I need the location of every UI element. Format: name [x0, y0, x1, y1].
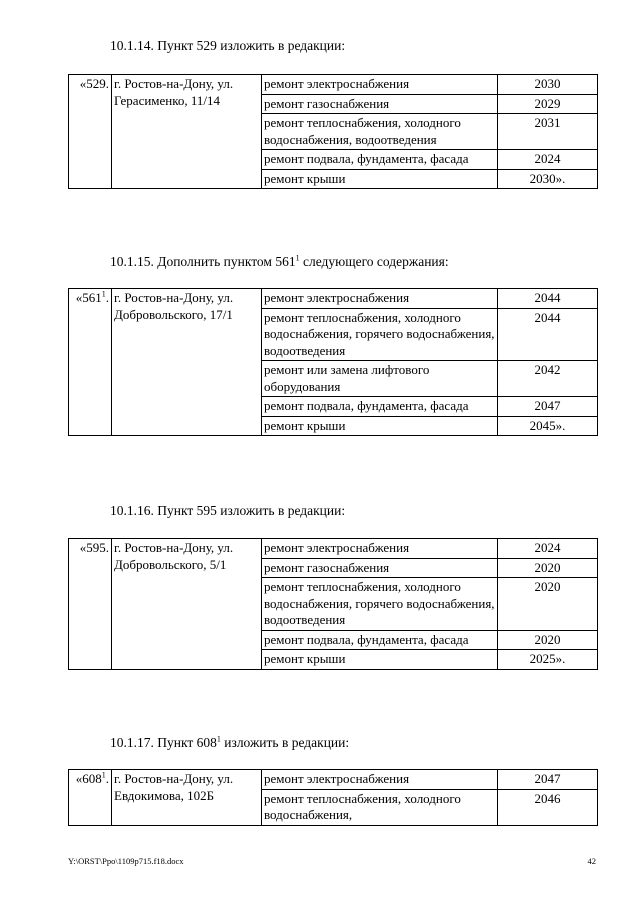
year-cell: 2020 — [498, 630, 598, 650]
address-cell: г. Ростов-на-Дону, ул. Добровольского, 5/1 — [112, 539, 262, 670]
year-cell: 2020 — [498, 558, 598, 578]
work-cell: ремонт или замена лифтового оборудования — [262, 361, 498, 397]
heading-text: 10.1.14. Пункт 529 изложить в редакции: — [110, 38, 346, 53]
work-cell: ремонт электроснабжения — [262, 75, 498, 95]
section-heading-4 — [110, 735, 349, 751]
year-cell: 2044 — [498, 289, 598, 309]
work-cell: ремонт электроснабжения — [262, 289, 498, 309]
heading-superscript: 1 — [295, 253, 300, 263]
work-cell: ремонт теплоснабжения, холодного водоснабжения, горячего водоснабжения, водоотведения — [262, 578, 498, 631]
item-number: «529. — [69, 75, 112, 189]
page-number: 42 — [587, 856, 596, 866]
work-cell: ремонт крыши — [262, 650, 498, 670]
heading-text: 10.1.16. Пункт 595 изложить в редакции: — [110, 503, 346, 518]
work-cell: ремонт подвала, фундамента, фасада — [262, 397, 498, 417]
work-cell: ремонт теплоснабжения, холодного водоснабжения, водоотведения — [262, 114, 498, 150]
year-cell: 2025». — [498, 650, 598, 670]
year-cell: 2045». — [498, 416, 598, 436]
work-cell: ремонт электроснабжения — [262, 770, 498, 790]
footer-file-path: Y:\ORST\Ppo\1109p715.f18.docx — [68, 856, 184, 866]
item-number: «595. — [69, 539, 112, 670]
work-cell: ремонт электроснабжения — [262, 539, 498, 559]
work-cell: ремонт газоснабжения — [262, 94, 498, 114]
section-heading-1 — [110, 38, 345, 54]
heading-tail: изложить в редакции: — [220, 735, 350, 750]
amendment-table-2 — [68, 288, 598, 436]
year-cell: 2030 — [498, 75, 598, 95]
table-row — [69, 770, 598, 790]
section-heading-2 — [110, 254, 449, 270]
item-number: «$561^1$. — [69, 289, 112, 436]
heading-text: 10.1.17. Пункт 608 — [110, 735, 217, 750]
year-cell: 2024 — [498, 539, 598, 559]
item-number: «$608^1$. — [69, 770, 112, 826]
work-cell: ремонт газоснабжения — [262, 558, 498, 578]
year-cell: 2044 — [498, 308, 598, 361]
heading-superscript: 1 — [216, 734, 221, 744]
year-cell: 2020 — [498, 578, 598, 631]
work-cell: ремонт теплоснабжения, холодного водоснабжения, горячего водоснабжения, водоотведения — [262, 308, 498, 361]
year-cell: 2024 — [498, 150, 598, 170]
year-cell: 2031 — [498, 114, 598, 150]
heading-text: 10.1.15. Дополнить пунктом 561 — [110, 254, 296, 269]
year-cell: 2047 — [498, 397, 598, 417]
work-cell: ремонт подвала, фундамента, фасада — [262, 630, 498, 650]
table-row — [69, 75, 598, 95]
year-cell: 2046 — [498, 789, 598, 825]
year-cell: 2042 — [498, 361, 598, 397]
table-row — [69, 289, 598, 309]
work-cell: ремонт подвала, фундамента, фасада — [262, 150, 498, 170]
amendment-table-1 — [68, 74, 598, 189]
work-cell: ремонт крыши — [262, 169, 498, 189]
year-cell: 2029 — [498, 94, 598, 114]
heading-tail: следующего содержания: — [299, 254, 449, 269]
amendment-table-4 — [68, 769, 598, 826]
table-row — [69, 539, 598, 559]
work-cell: ремонт крыши — [262, 416, 498, 436]
year-cell: 2030». — [498, 169, 598, 189]
address-cell: г. Ростов-на-Дону, ул. Герасименко, 11/14 — [112, 75, 262, 189]
amendment-table-3 — [68, 538, 598, 670]
address-cell: г. Ростов-на-Дону, ул. Добровольского, 17/1 — [112, 289, 262, 436]
section-heading-3 — [110, 503, 345, 519]
year-cell: 2047 — [498, 770, 598, 790]
work-cell: ремонт теплоснабжения, холодного водоснабжения, — [262, 789, 498, 825]
address-cell: г. Ростов-на-Дону, ул. Евдокимова, 102Б — [112, 770, 262, 826]
